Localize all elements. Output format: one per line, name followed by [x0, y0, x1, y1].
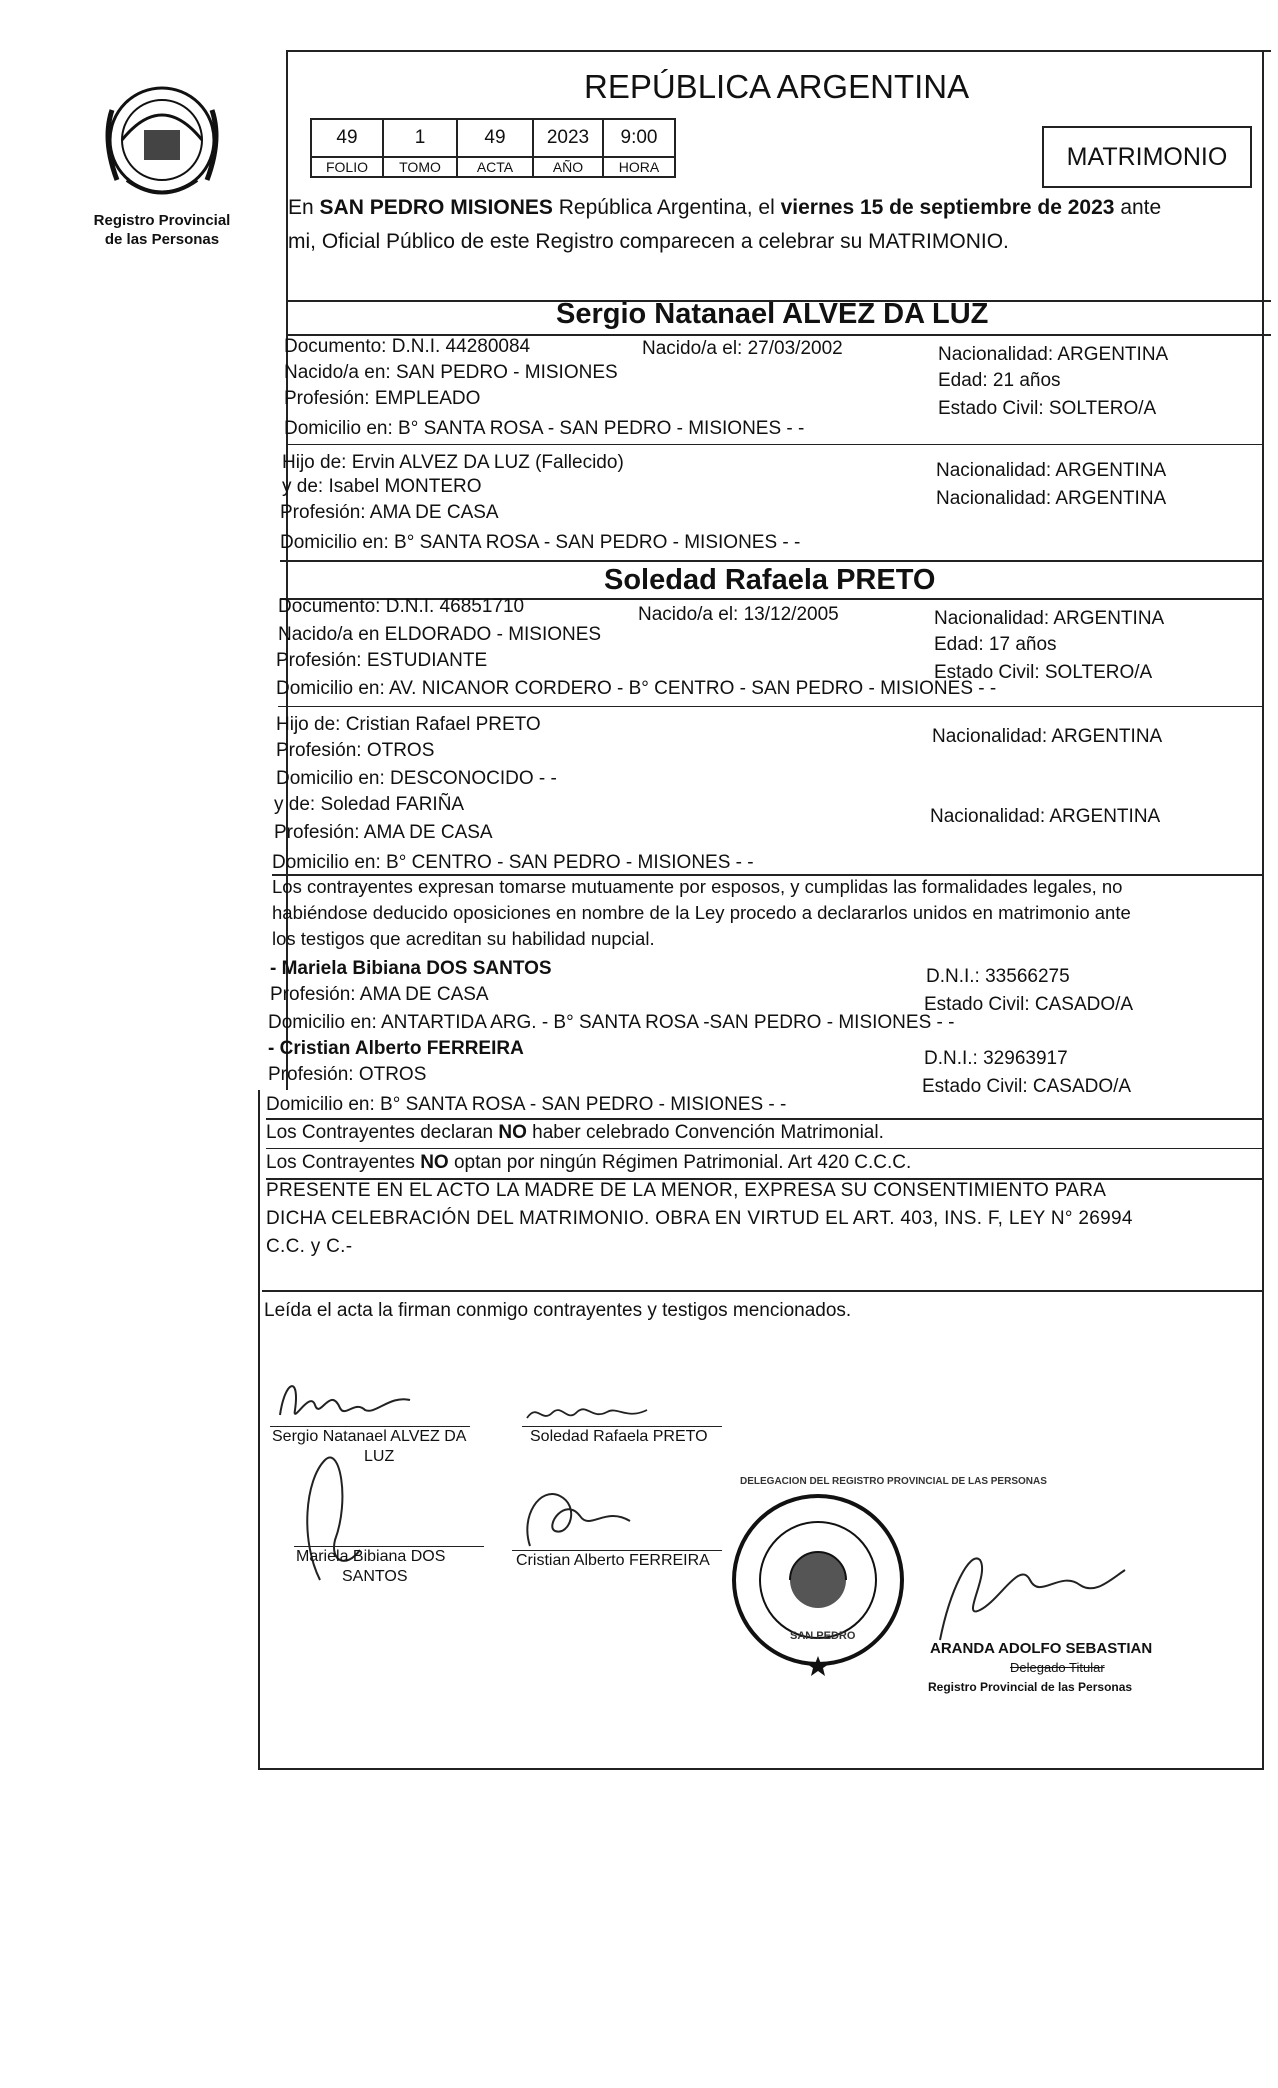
- sig2-line: [522, 1426, 722, 1427]
- witness2-dni: D.N.I.: 32963917: [924, 1048, 1068, 1069]
- spouse1-nacionalidad: Nacionalidad: ARGENTINA: [938, 344, 1169, 365]
- spouse1-madre-nacionalidad: Nacionalidad: ARGENTINA: [936, 488, 1167, 509]
- signature-cristian-label: Cristian Alberto FERREIRA: [516, 1552, 710, 1569]
- convencion-mid-rule: [266, 1148, 1264, 1149]
- nota-bottom-rule: [262, 1290, 1264, 1292]
- witness2-domicilio: Domicilio en: B° SANTA ROSA - SAN PEDRO - MISIONES - -: [266, 1094, 787, 1115]
- signature-mariela-label-1: Mariela Bibiana DOS: [296, 1548, 446, 1565]
- intro-place: SAN PEDRO MISIONES: [319, 196, 553, 219]
- spouse2-madre-profesion: Profesión: AMA DE CASA: [274, 822, 493, 843]
- official-name: ARANDA ADOLFO SEBASTIAN: [930, 1640, 1153, 1657]
- intro-line1: [288, 196, 1161, 220]
- spouse2-profesion: Profesión: ESTUDIANTE: [276, 650, 488, 671]
- convencion-line1: [266, 1122, 884, 1144]
- spouse1-padres-domicilio: Domicilio en: B° SANTA ROSA - SAN PEDRO - MISIONES - -: [280, 532, 801, 553]
- field-acta-label: ACTA: [456, 156, 534, 178]
- spouse1-padres-profesion: Profesión: AMA DE CASA: [280, 502, 499, 523]
- witness2-profesion: Profesión: OTROS: [268, 1064, 427, 1085]
- convencion-line1-no: NO: [498, 1122, 527, 1143]
- spouse1-padre-nacionalidad: Nacionalidad: ARGENTINA: [936, 460, 1167, 481]
- convencion-line2-no: NO: [420, 1152, 449, 1173]
- signature-soledad: [522, 1398, 662, 1428]
- field-anio-value: 2023: [532, 118, 604, 158]
- spouse2-nacido-el: Nacido/a el: 13/12/2005: [638, 604, 839, 625]
- field-folio-value: 49: [310, 118, 384, 158]
- field-hora-label: HORA: [602, 156, 676, 178]
- convencion-top-rule: [266, 1118, 1264, 1120]
- field-hora-value: 9:00: [602, 118, 676, 158]
- stamp-text-top: DELEGACION DEL REGISTRO PROVINCIAL DE LAS PERSONAS: [740, 1476, 1047, 1487]
- intro-prefix: En: [288, 196, 314, 219]
- province-seal-icon: [92, 70, 232, 210]
- signature-sergio-label-1: Sergio Natanael ALVEZ DA: [272, 1428, 467, 1445]
- spouse1-profesion: Profesión: EMPLEADO: [284, 388, 481, 409]
- witness1-profesion: Profesión: AMA DE CASA: [270, 984, 489, 1005]
- official-role: Delegado Titular: [1010, 1660, 1105, 1675]
- spouse1-domicilio: Domicilio en: B° SANTA ROSA - SAN PEDRO - MISIONES - -: [284, 418, 805, 439]
- intro-date: 15 de septiembre de 2023: [859, 196, 1115, 219]
- registry-name-line2: de las Personas: [104, 231, 220, 248]
- field-tomo-label: TOMO: [382, 156, 458, 178]
- spouse2-padre-nacionalidad: Nacionalidad: ARGENTINA: [932, 726, 1163, 747]
- spouse2-padre: Hijo de: Cristian Rafael PRETO: [276, 714, 541, 735]
- spouse1-nacido-el: Nacido/a el: 27/03/2002: [642, 338, 843, 359]
- intro-mid: República Argentina, el: [558, 196, 775, 219]
- spouse1-divider: [286, 444, 1262, 445]
- official-org: Registro Provincial de las Personas: [928, 1680, 1133, 1694]
- spouse2-name: Soledad Rafaela PRETO: [604, 564, 936, 596]
- frame-bottom: [258, 1768, 1264, 1770]
- convencion-line1-a: Los Contrayentes declaran: [266, 1122, 494, 1143]
- witness1-domicilio: Domicilio en: ANTARTIDA ARG. - B° SANTA ROSA -SAN PEDRO - MISIONES - -: [268, 1012, 955, 1033]
- convencion-line2-c: optan por ningún Régimen Patrimonial. Art 420 C.C.C.: [453, 1152, 912, 1173]
- witness2-name: - Cristian Alberto FERREIRA: [268, 1038, 524, 1059]
- spouse2-padre-domicilio: Domicilio en: DESCONOCIDO - -: [276, 768, 557, 789]
- signature-official: [910, 1540, 1130, 1650]
- intro-suffix: ante: [1120, 196, 1162, 219]
- spouse2-estado-civil: Estado Civil: SOLTERO/A: [934, 662, 1153, 683]
- intro-line2: mi, Oficial Público de este Registro comparecen a celebrar su MATRIMONIO.: [288, 230, 1009, 253]
- sig3-line: [294, 1546, 484, 1547]
- signature-cristian: [510, 1476, 650, 1556]
- witness2-estado-civil: Estado Civil: CASADO/A: [922, 1076, 1132, 1097]
- declaration-line1: Los contrayentes expresan tomarse mutuamente por esposos, y cumplidas las formalidades legales, no: [272, 876, 1123, 897]
- spouse2-divider: [278, 706, 1262, 707]
- frame-top: [286, 50, 1271, 52]
- witness1-estado-civil: Estado Civil: CASADO/A: [924, 994, 1134, 1015]
- declaration-line3: los testigos que acreditan su habilidad nupcial.: [272, 928, 655, 949]
- field-folio-label: FOLIO: [310, 156, 384, 178]
- witness1-name: - Mariela Bibiana DOS SANTOS: [270, 958, 552, 979]
- spouse1-nacido-en: Nacido/a en: SAN PEDRO - MISIONES: [284, 362, 618, 383]
- spouse1-edad: Edad: 21 años: [938, 370, 1061, 391]
- convencion-line2: [266, 1152, 911, 1174]
- nota-line1: PRESENTE EN EL ACTO LA MADRE DE LA MENOR, EXPRESA SU CONSENTIMIENTO PARA: [266, 1180, 1107, 1201]
- act-type-box: MATRIMONIO: [1042, 126, 1252, 188]
- spouse2-documento: Documento: D.N.I. 46851710: [278, 596, 525, 617]
- field-tomo-value: 1: [382, 118, 458, 158]
- closing-text: Leída el acta la firman conmigo contrayentes y testigos mencionados.: [264, 1300, 852, 1321]
- spouse2-domicilio: Domicilio en: AV. NICANOR CORDERO - B° CENTRO - SAN PEDRO - MISIONES - -: [276, 678, 997, 699]
- nota-line2: DICHA CELEBRACIÓN DEL MATRIMONIO. OBRA EN VIRTUD EL ART. 403, INS. F, LEY N° 26994: [266, 1208, 1133, 1229]
- sig4-line: [512, 1550, 722, 1551]
- spouse2-top-rule: [280, 560, 1264, 562]
- field-acta-value: 49: [456, 118, 534, 158]
- signature-sergio-label-2: LUZ: [364, 1448, 395, 1465]
- spouse2-padre-profesion: Profesión: OTROS: [276, 740, 435, 761]
- spouse1-name: Sergio Natanael ALVEZ DA LUZ: [556, 298, 989, 330]
- spouse1-estado-civil: Estado Civil: SOLTERO/A: [938, 398, 1157, 419]
- signature-mariela-label-2: SANTOS: [342, 1568, 408, 1585]
- intro-weekday: viernes: [780, 196, 855, 219]
- frame-left-bottom: [258, 1090, 260, 1770]
- sig1-line: [270, 1426, 470, 1427]
- spouse2-nacido-en: Nacido/a en ELDORADO - MISIONES: [278, 624, 602, 645]
- spouse1-padre: Hijo de: Ervin ALVEZ DA LUZ (Fallecido): [282, 452, 624, 473]
- signature-soledad-label: Soledad Rafaela PRETO: [530, 1428, 708, 1445]
- convencion-line2-a: Los Contrayentes: [266, 1152, 415, 1173]
- spouse1-documento: Documento: D.N.I. 44280084: [284, 336, 531, 357]
- spouse2-madre-nacionalidad: Nacionalidad: ARGENTINA: [930, 806, 1161, 827]
- registry-logo: [92, 70, 232, 210]
- signature-sergio: [270, 1370, 440, 1430]
- page-title: REPÚBLICA ARGENTINA: [584, 68, 970, 105]
- field-anio-label: AÑO: [532, 156, 604, 178]
- spouse2-madre: y de: Soledad FARIÑA: [274, 794, 465, 815]
- frame-right: [1262, 50, 1264, 1770]
- spouse2-edad: Edad: 17 años: [934, 634, 1057, 655]
- spouse2-nacionalidad: Nacionalidad: ARGENTINA: [934, 608, 1165, 629]
- stamp-text-bottom: SAN PEDRO: [790, 1630, 856, 1642]
- spouse1-madre: y de: Isabel MONTERO: [282, 476, 482, 497]
- official-stamp-icon: [728, 1490, 908, 1670]
- nota-line3: C.C. y C.-: [266, 1236, 353, 1257]
- convencion-line1-c: haber celebrado Convención Matrimonial.: [532, 1122, 884, 1143]
- witness1-dni: D.N.I.: 33566275: [926, 966, 1070, 987]
- spouse2-madre-domicilio: Domicilio en: B° CENTRO - SAN PEDRO - MISIONES - -: [272, 852, 754, 873]
- registry-name-line1: Registro Provincial: [93, 212, 231, 229]
- declaration-line2: habiéndose deducido oposiciones en nombre de la Ley procedo a declararlos unidos en matrimonio ante: [272, 902, 1131, 923]
